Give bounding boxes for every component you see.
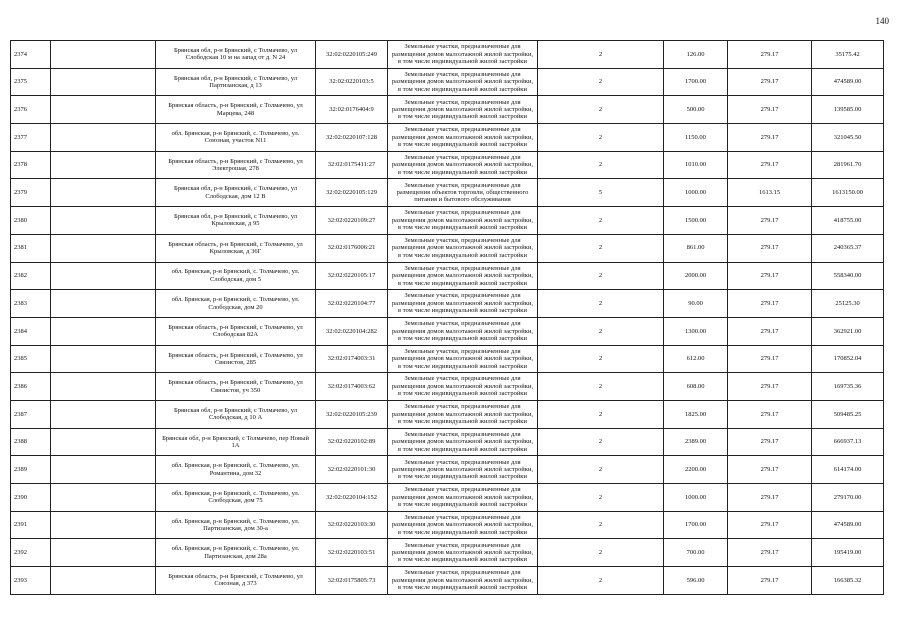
cadastral-number-cell: 32:02:0220109:27	[316, 207, 388, 235]
cadastral-number-cell: 32:02:0220101:30	[316, 456, 388, 484]
blank-cell	[51, 511, 156, 539]
address-cell: Брянская область, р-н Брянский, с Толмачево, ул Слободская 82А	[156, 317, 316, 345]
blank-cell	[51, 428, 156, 456]
land-use-purpose-cell: Земельные участки, предназначенные для размещения домов малоэтажной жилой застройки, в том числе индивидуальной жилой застройки	[388, 262, 538, 290]
use-group-cell: 2	[538, 68, 664, 96]
row-number-cell: 2382	[11, 262, 51, 290]
blank-cell	[51, 207, 156, 235]
use-group-cell: 2	[538, 207, 664, 235]
cadastral-number-cell: 32:02:0175411:27	[316, 151, 388, 179]
row-number-cell: 2389	[11, 456, 51, 484]
row-number-cell: 2376	[11, 96, 51, 124]
use-group-cell: 2	[538, 290, 664, 318]
cadastral-value-cell: 166385.32	[812, 567, 884, 595]
area-cell: 2000.00	[664, 262, 728, 290]
row-number-cell: 2379	[11, 179, 51, 207]
row-number-cell: 2378	[11, 151, 51, 179]
use-group-cell: 2	[538, 428, 664, 456]
cadastral-value-cell: 474589.00	[812, 511, 884, 539]
cadastral-value-cell: 25125.30	[812, 290, 884, 318]
row-number-cell: 2392	[11, 539, 51, 567]
blank-cell	[51, 456, 156, 484]
cadastral-number-cell: 32:02:0174003:62	[316, 373, 388, 401]
area-cell: 500.00	[664, 96, 728, 124]
cadastral-value-cell: 321045.50	[812, 124, 884, 152]
table-row	[11, 41, 884, 69]
address-cell: Брянская обл, р-н Брянский, с Толмачево, ул Партизанская, д 13	[156, 68, 316, 96]
land-use-purpose-cell: Земельные участки, предназначенные для размещения домов малоэтажной жилой застройки, в том числе индивидуальной жилой застройки	[388, 345, 538, 373]
blank-cell	[51, 68, 156, 96]
land-use-purpose-cell: Земельные участки, предназначенные для размещения домов малоэтажной жилой застройки, в том числе индивидуальной жилой застройки	[388, 124, 538, 152]
cadastral-number-cell: 32:02:0220104:77	[316, 290, 388, 318]
blank-cell	[51, 290, 156, 318]
cadastral-number-cell: 32:02:0176404:9	[316, 96, 388, 124]
address-cell: обл. Брянская, р-н Брянский, с. Толмачево, ул. Слободская, дом 75	[156, 484, 316, 512]
use-group-cell: 2	[538, 151, 664, 179]
address-cell: Брянская область, р-н Брянский, с Толмачево, ул Связистов, 285	[156, 345, 316, 373]
land-use-purpose-cell: Земельные участки, предназначенные для размещения домов малоэтажной жилой застройки, в том числе индивидуальной жилой застройки	[388, 539, 538, 567]
land-use-purpose-cell: Земельные участки, предназначенные для размещения домов малоэтажной жилой застройки, в том числе индивидуальной жилой застройки	[388, 290, 538, 318]
use-group-cell: 2	[538, 345, 664, 373]
blank-cell	[51, 262, 156, 290]
row-number-cell: 2386	[11, 373, 51, 401]
rate-cell: 279.17	[728, 207, 812, 235]
blank-cell	[51, 317, 156, 345]
address-cell: Брянская область, р-н Брянский, с Толмачево, ул Крыловская, д 36Г	[156, 234, 316, 262]
row-number-cell: 2383	[11, 290, 51, 318]
cadastral-value-cell: 1613150.00	[812, 179, 884, 207]
use-group-cell: 2	[538, 124, 664, 152]
cadastral-value-cell: 279170.00	[812, 484, 884, 512]
blank-cell	[51, 539, 156, 567]
cadastral-number-cell: 32:02:0174003:31	[316, 345, 388, 373]
area-cell: 2389.00	[664, 428, 728, 456]
use-group-cell: 2	[538, 400, 664, 428]
row-number-cell: 2384	[11, 317, 51, 345]
blank-cell	[51, 567, 156, 595]
rate-cell: 279.17	[728, 124, 812, 152]
area-cell: 1700.00	[664, 511, 728, 539]
use-group-cell: 2	[538, 456, 664, 484]
table-row	[11, 179, 884, 207]
cadastral-value-cell: 240365.37	[812, 234, 884, 262]
rate-cell: 279.17	[728, 68, 812, 96]
blank-cell	[51, 373, 156, 401]
address-cell: обл. Брянская, р-н Брянский, с. Толмачево, ул. Слободская, дом 5	[156, 262, 316, 290]
blank-cell	[51, 345, 156, 373]
row-number-cell: 2375	[11, 68, 51, 96]
area-cell: 700.00	[664, 539, 728, 567]
use-group-cell: 2	[538, 539, 664, 567]
rate-cell: 279.17	[728, 428, 812, 456]
cadastral-number-cell: 32:02:0220103:51	[316, 539, 388, 567]
rate-cell: 279.17	[728, 567, 812, 595]
rate-cell: 279.17	[728, 456, 812, 484]
use-group-cell: 2	[538, 262, 664, 290]
address-cell: Брянская область, р-н Брянский, с Толмачево, ул Марцева, 248	[156, 96, 316, 124]
cadastral-value-cell: 474589.00	[812, 68, 884, 96]
use-group-cell: 2	[538, 511, 664, 539]
cadastral-value-cell: 169735.36	[812, 373, 884, 401]
land-use-purpose-cell: Земельные участки, предназначенные для размещения домов малоэтажной жилой застройки, в том числе индивидуальной жилой застройки	[388, 68, 538, 96]
land-use-purpose-cell: Земельные участки, предназначенные для размещения домов малоэтажной жилой застройки, в том числе индивидуальной жилой застройки	[388, 41, 538, 69]
row-number-cell: 2387	[11, 400, 51, 428]
table-row	[11, 511, 884, 539]
table-row	[11, 151, 884, 179]
land-use-purpose-cell: Земельные участки, предназначенные для размещения домов малоэтажной жилой застройки, в том числе индивидуальной жилой застройки	[388, 373, 538, 401]
cadastral-number-cell: 32:02:0220105:17	[316, 262, 388, 290]
table-row	[11, 317, 884, 345]
cadastral-value-cell: 35175.42	[812, 41, 884, 69]
area-cell: 608.00	[664, 373, 728, 401]
rate-cell: 279.17	[728, 400, 812, 428]
land-use-purpose-cell: Земельные участки, предназначенные для размещения домов малоэтажной жилой застройки, в том числе индивидуальной жилой застройки	[388, 456, 538, 484]
cadastral-value-cell: 509485.25	[812, 400, 884, 428]
use-group-cell: 2	[538, 567, 664, 595]
land-use-purpose-cell: Земельные участки, предназначенные для размещения домов малоэтажной жилой застройки, в том числе индивидуальной жилой застройки	[388, 317, 538, 345]
area-cell: 1010.00	[664, 151, 728, 179]
table-row	[11, 373, 884, 401]
address-cell: Брянская обл, р-н Брянский, с Толмачево, ул Слободская 10 м на запад от д. N 24	[156, 41, 316, 69]
use-group-cell: 2	[538, 96, 664, 124]
row-number-cell: 2390	[11, 484, 51, 512]
cadastral-value-cell: 281961.70	[812, 151, 884, 179]
cadastral-value-cell: 195419.00	[812, 539, 884, 567]
cadastral-value-cell: 614174.00	[812, 456, 884, 484]
address-cell: обл. Брянская, р-н Брянский, с. Толмачево, ул. Партизанская, дом 28а	[156, 539, 316, 567]
cadastral-value-cell: 139585.00	[812, 96, 884, 124]
use-group-cell: 2	[538, 234, 664, 262]
blank-cell	[51, 234, 156, 262]
rate-cell: 279.17	[728, 317, 812, 345]
land-use-purpose-cell: Земельные участки, предназначенные для размещения объектов торговли, общественного питания и бытового обслуживания	[388, 179, 538, 207]
land-use-purpose-cell: Земельные участки, предназначенные для размещения домов малоэтажной жилой застройки, в том числе индивидуальной жилой застройки	[388, 151, 538, 179]
blank-cell	[51, 179, 156, 207]
cadastral-number-cell: 32:02:0220105:249	[316, 41, 388, 69]
table-row	[11, 124, 884, 152]
address-cell: обл. Брянская, р-н Брянский, с. Толмачево, ул. Слободская, дом 20	[156, 290, 316, 318]
table-row	[11, 400, 884, 428]
cadastral-value-cell: 170852.04	[812, 345, 884, 373]
address-cell: обл. Брянская, р-н Брянский, с. Толмачево, ул. Союзная, участок N11	[156, 124, 316, 152]
use-group-cell: 5	[538, 179, 664, 207]
rate-cell: 279.17	[728, 234, 812, 262]
area-cell: 1825.00	[664, 400, 728, 428]
table-body	[11, 41, 884, 595]
area-cell: 861.00	[664, 234, 728, 262]
land-use-purpose-cell: Земельные участки, предназначенные для размещения домов малоэтажной жилой застройки, в том числе индивидуальной жилой застройки	[388, 484, 538, 512]
use-group-cell: 2	[538, 317, 664, 345]
address-cell: Брянская обл, р-н Брянский, с Толмачево, пер Новый 1А	[156, 428, 316, 456]
use-group-cell: 2	[538, 484, 664, 512]
table-row	[11, 428, 884, 456]
page-number: 140	[875, 16, 889, 26]
table-row	[11, 262, 884, 290]
cadastral-number-cell: 32:02:0176006:21	[316, 234, 388, 262]
table-row	[11, 456, 884, 484]
rate-cell: 279.17	[728, 539, 812, 567]
cadastral-number-cell: 32:02:0220105:239	[316, 400, 388, 428]
table-row	[11, 567, 884, 595]
blank-cell	[51, 41, 156, 69]
area-cell: 1300.00	[664, 317, 728, 345]
cadastral-number-cell: 32:02:0220103:30	[316, 511, 388, 539]
area-cell: 1500.00	[664, 207, 728, 235]
blank-cell	[51, 151, 156, 179]
address-cell: Брянская обл, р-н Брянский, с Толмачево, ул Слободская, дом 12 В	[156, 179, 316, 207]
use-group-cell: 2	[538, 41, 664, 69]
row-number-cell: 2391	[11, 511, 51, 539]
land-use-purpose-cell: Земельные участки, предназначенные для размещения домов малоэтажной жилой застройки, в том числе индивидуальной жилой застройки	[388, 511, 538, 539]
cadastral-value-cell: 666937.13	[812, 428, 884, 456]
cadastral-number-cell: 32:02:0220103:5	[316, 68, 388, 96]
row-number-cell: 2377	[11, 124, 51, 152]
address-cell: Брянская область, р-н Брянский, с Толмачево, ул Электрошая, 278	[156, 151, 316, 179]
address-cell: Брянская область, р-н Брянский, с Толмачево, ул Связистов, уч 350	[156, 373, 316, 401]
cadastral-value-cell: 418755.00	[812, 207, 884, 235]
rate-cell: 279.17	[728, 290, 812, 318]
land-use-purpose-cell: Земельные участки, предназначенные для размещения домов малоэтажной жилой застройки, в том числе индивидуальной жилой застройки	[388, 96, 538, 124]
rate-cell: 279.17	[728, 41, 812, 69]
rate-cell: 279.17	[728, 373, 812, 401]
rate-cell: 279.17	[728, 151, 812, 179]
land-registry-table	[10, 40, 884, 595]
address-cell: Брянская область, р-н Брянский, с Толмачево, ул Союзная, д 373	[156, 567, 316, 595]
rate-cell: 279.17	[728, 511, 812, 539]
cadastral-number-cell: 32:02:0220107:128	[316, 124, 388, 152]
row-number-cell: 2381	[11, 234, 51, 262]
table-row	[11, 234, 884, 262]
blank-cell	[51, 484, 156, 512]
use-group-cell: 2	[538, 373, 664, 401]
cadastral-number-cell: 32:02:0220102:89	[316, 428, 388, 456]
rate-cell: 1613.15	[728, 179, 812, 207]
address-cell: обл. Брянская, р-н Брянский, с. Толмачево, ул. Партизанская, дом 30-а	[156, 511, 316, 539]
rate-cell: 279.17	[728, 96, 812, 124]
table-row	[11, 96, 884, 124]
cadastral-value-cell: 558340.00	[812, 262, 884, 290]
table-row	[11, 539, 884, 567]
area-cell: 90.00	[664, 290, 728, 318]
area-cell: 1700.00	[664, 68, 728, 96]
cadastral-number-cell: 32:02:0220105:129	[316, 179, 388, 207]
cadastral-value-cell: 362921.00	[812, 317, 884, 345]
row-number-cell: 2380	[11, 207, 51, 235]
cadastral-number-cell: 32:02:0175805:73	[316, 567, 388, 595]
rate-cell: 279.17	[728, 345, 812, 373]
land-use-purpose-cell: Земельные участки, предназначенные для размещения домов малоэтажной жилой застройки, в том числе индивидуальной жилой застройки	[388, 567, 538, 595]
row-number-cell: 2385	[11, 345, 51, 373]
table-row	[11, 207, 884, 235]
area-cell: 1000.00	[664, 179, 728, 207]
blank-cell	[51, 96, 156, 124]
area-cell: 126.00	[664, 41, 728, 69]
area-cell: 612.00	[664, 345, 728, 373]
land-use-purpose-cell: Земельные участки, предназначенные для размещения домов малоэтажной жилой застройки, в том числе индивидуальной жилой застройки	[388, 428, 538, 456]
rate-cell: 279.17	[728, 262, 812, 290]
blank-cell	[51, 400, 156, 428]
cadastral-number-cell: 32:02:0220104:152	[316, 484, 388, 512]
land-use-purpose-cell: Земельные участки, предназначенные для размещения домов малоэтажной жилой застройки, в том числе индивидуальной жилой застройки	[388, 207, 538, 235]
address-cell: Брянская обл, р-н Брянский, с Толмачево, ул Слободская, д 10 А	[156, 400, 316, 428]
area-cell: 2200.00	[664, 456, 728, 484]
rate-cell: 279.17	[728, 484, 812, 512]
land-use-purpose-cell: Земельные участки, предназначенные для размещения домов малоэтажной жилой застройки, в том числе индивидуальной жилой застройки	[388, 234, 538, 262]
row-number-cell: 2374	[11, 41, 51, 69]
table-row	[11, 484, 884, 512]
area-cell: 1150.00	[664, 124, 728, 152]
row-number-cell: 2388	[11, 428, 51, 456]
area-cell: 596.00	[664, 567, 728, 595]
table-row	[11, 290, 884, 318]
table-row	[11, 68, 884, 96]
row-number-cell: 2393	[11, 567, 51, 595]
address-cell: Брянская обл, р-н Брянский, с Толмачево, ул Крыловская, д 95	[156, 207, 316, 235]
cadastral-number-cell: 32:02:0220104:282	[316, 317, 388, 345]
blank-cell	[51, 124, 156, 152]
address-cell: обл. Брянская, р-н Брянский, с. Толмачево, ул. Романтина, дом 32	[156, 456, 316, 484]
area-cell: 1000.00	[664, 484, 728, 512]
table-row	[11, 345, 884, 373]
land-use-purpose-cell: Земельные участки, предназначенные для размещения домов малоэтажной жилой застройки, в том числе индивидуальной жилой застройки	[388, 400, 538, 428]
